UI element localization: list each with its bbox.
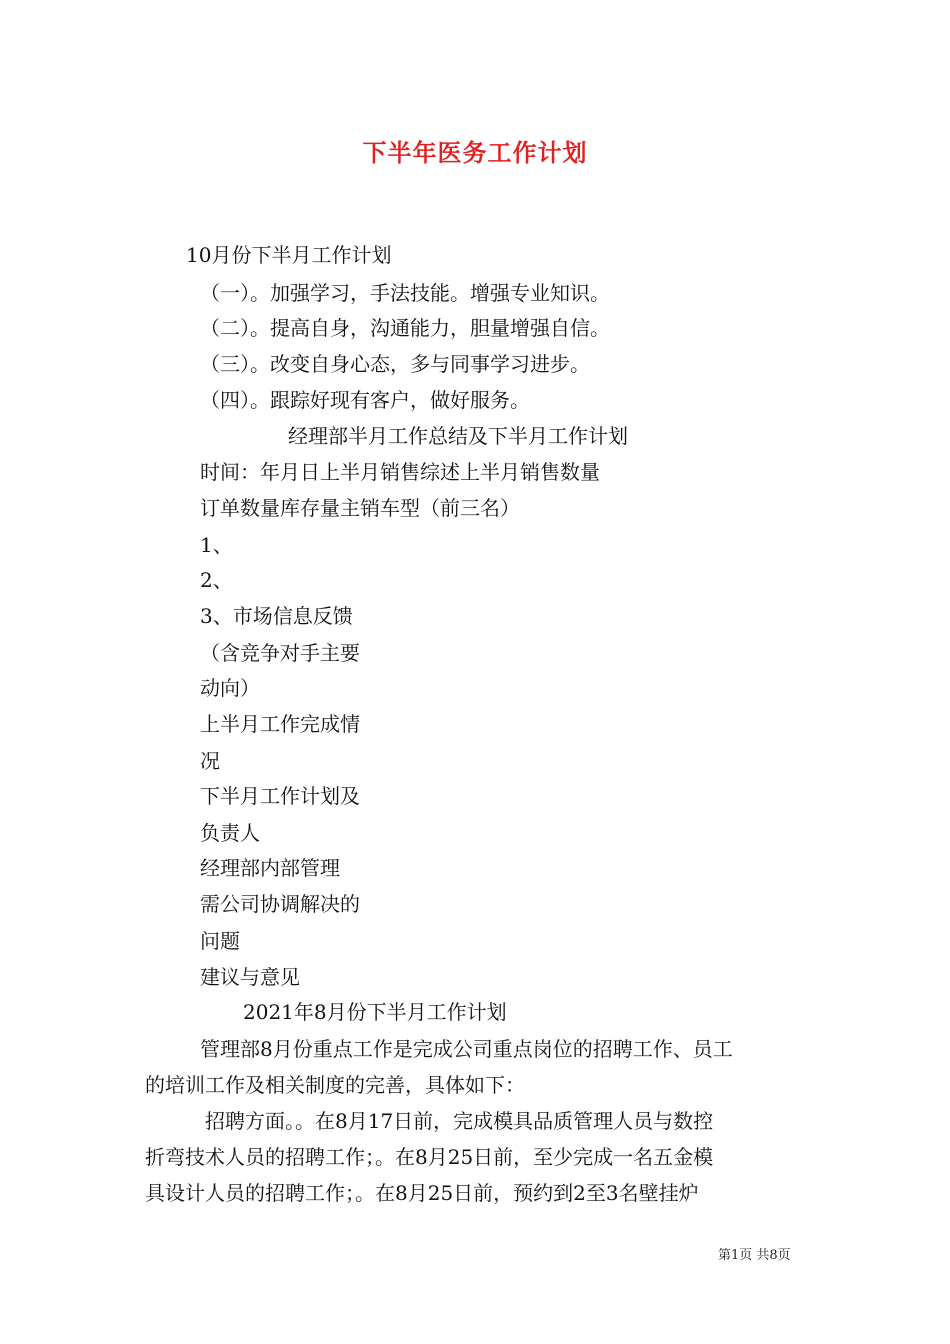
- text-line: 况: [200, 749, 220, 773]
- paragraph-line: 具设计人员的招聘工作；。在8月25日前，预约到2至3名壁挂炉: [145, 1181, 699, 1205]
- paragraph-line: 折弯技术人员的招聘工作；。在8月25日前，至少完成一名五金模: [145, 1145, 714, 1169]
- text-line: 2、: [200, 568, 233, 592]
- paragraph-line: 的培训工作及相关制度的完善，具体如下：: [145, 1073, 525, 1097]
- document-title: 下半年医务工作计划: [362, 138, 588, 167]
- text-line: 3、市场信息反馈: [200, 604, 353, 628]
- text-line: （含竞争对手主要: [200, 641, 360, 665]
- text-line: （三）。改变自身心态，多与同事学习进步。: [200, 352, 590, 376]
- text-line: （一）。加强学习，手法技能。增强专业知识。: [200, 281, 610, 305]
- text-line: 时间：年月日上半月销售综述上半月销售数量: [200, 460, 600, 484]
- text-line: 下半月工作计划及: [200, 784, 360, 808]
- text-line: 需公司协调解决的: [200, 892, 360, 916]
- page-footer: 第1页 共8页: [718, 1248, 791, 1263]
- text-line: 上半月工作完成情: [200, 712, 360, 736]
- section-heading: 2021年8月份下半月工作计划: [243, 1000, 507, 1024]
- text-line: 10月份下半月工作计划: [186, 243, 392, 267]
- paragraph-line: 招聘方面。。在8月17日前，完成模具品质管理人员与数控: [205, 1109, 714, 1133]
- text-line: 问题: [200, 929, 240, 953]
- text-line: 1、: [200, 533, 233, 557]
- text-line: 建议与意见: [200, 965, 300, 989]
- text-line: 负责人: [200, 821, 260, 845]
- section-heading: 经理部半月工作总结及下半月工作计划: [288, 424, 628, 448]
- text-line: 动向）: [200, 676, 260, 700]
- text-line: 经理部内部管理: [200, 856, 340, 880]
- text-line: 订单数量库存量主销车型（前三名）: [200, 496, 520, 520]
- text-line: （二）。提高自身，沟通能力，胆量增强自信。: [200, 316, 610, 340]
- paragraph-line: 管理部8月份重点工作是完成公司重点岗位的招聘工作、员工: [200, 1037, 733, 1061]
- text-line: （四）。跟踪好现有客户，做好服务。: [200, 388, 530, 412]
